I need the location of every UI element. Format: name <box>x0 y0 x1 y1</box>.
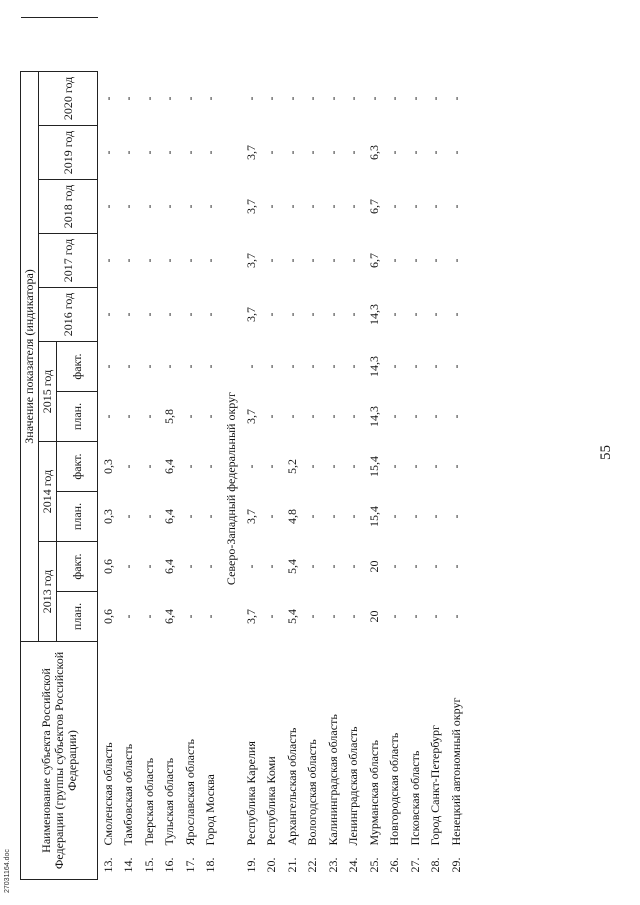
header-2014: 2014 год <box>39 442 57 542</box>
value-cell: - <box>407 414 422 419</box>
value-cell: - <box>407 514 422 519</box>
value-cell: 0,3 <box>100 459 115 474</box>
value-cell: - <box>182 258 197 263</box>
value-cell: - <box>448 204 463 209</box>
value-cell: - <box>203 150 218 155</box>
value-cell: - <box>100 312 115 317</box>
value-cell: - <box>284 204 299 209</box>
value-cell: 0,6 <box>100 609 115 624</box>
value-cell: 3,7 <box>243 253 258 268</box>
value-cell: - <box>264 312 279 317</box>
value-cell: 14,3 <box>366 356 381 377</box>
region-name: Ленинградская область <box>346 726 361 846</box>
value-cell: - <box>387 564 402 569</box>
table-row <box>262 17 283 879</box>
value-cell: - <box>305 204 320 209</box>
value-cell: 14,3 <box>366 304 381 325</box>
value-cell: - <box>264 204 279 209</box>
table-row <box>405 17 426 879</box>
value-cell: - <box>121 364 136 369</box>
value-cell: - <box>428 564 443 569</box>
value-cell: - <box>141 312 156 317</box>
value-cell: - <box>162 96 177 101</box>
value-cell: - <box>387 258 402 263</box>
value-cell: - <box>387 614 402 619</box>
value-cell: - <box>428 364 443 369</box>
value-cell: - <box>264 514 279 519</box>
value-cell: - <box>325 204 340 209</box>
value-cell: - <box>264 364 279 369</box>
region-name: Псковская область <box>407 750 422 846</box>
table-row <box>98 17 119 879</box>
table-row <box>344 17 365 879</box>
header-plan-2013: план. <box>57 592 98 642</box>
header-2015: 2015 год <box>39 342 57 442</box>
value-cell: - <box>305 258 320 263</box>
value-cell: 20 <box>366 610 381 623</box>
value-cell: - <box>264 564 279 569</box>
value-cell: - <box>203 414 218 419</box>
value-cell: 6,7 <box>366 199 381 214</box>
value-cell: - <box>346 96 361 101</box>
value-cell: - <box>428 96 443 101</box>
value-cell: - <box>203 312 218 317</box>
value-cell: - <box>141 150 156 155</box>
value-cell: - <box>182 464 197 469</box>
value-cell: - <box>264 414 279 419</box>
value-cell: - <box>100 96 115 101</box>
value-cell: 5,4 <box>284 609 299 624</box>
value-cell: - <box>264 258 279 263</box>
value-cell: 6,4 <box>162 609 177 624</box>
value-cell: - <box>346 364 361 369</box>
region-name: Тульская область <box>162 757 177 846</box>
value-cell: - <box>346 150 361 155</box>
value-cell: 5,8 <box>162 409 177 424</box>
value-cell: - <box>100 414 115 419</box>
table-row <box>303 17 324 879</box>
value-cell: - <box>325 258 340 263</box>
value-cell: - <box>366 96 381 101</box>
value-cell: - <box>203 464 218 469</box>
empty-cell <box>385 17 406 71</box>
value-cell: - <box>284 258 299 263</box>
empty-cell <box>180 17 201 71</box>
value-cell: - <box>100 204 115 209</box>
empty-cell <box>241 17 262 71</box>
value-cell: 3,7 <box>243 145 258 160</box>
value-cell: 4,8 <box>284 509 299 524</box>
table-row <box>385 17 406 879</box>
empty-cell <box>139 17 160 71</box>
value-cell: - <box>121 464 136 469</box>
region-name: Ярославская область <box>182 738 197 846</box>
empty-cell <box>303 17 324 71</box>
value-cell: - <box>428 150 443 155</box>
value-cell: - <box>448 464 463 469</box>
value-cell: - <box>387 204 402 209</box>
value-cell: - <box>346 464 361 469</box>
value-cell: - <box>203 96 218 101</box>
section-title: Северо-Западный федеральный округ <box>223 391 238 586</box>
value-cell: - <box>121 564 136 569</box>
table-row <box>119 17 140 879</box>
header-2017: 2017 год <box>39 234 98 288</box>
value-cell: - <box>407 312 422 317</box>
table-row <box>201 17 222 879</box>
row-number: 29. <box>448 857 463 873</box>
empty-cell <box>119 17 140 71</box>
row-number: 23. <box>325 857 340 873</box>
region-name: Мурманская область <box>366 740 381 846</box>
value-cell: - <box>346 258 361 263</box>
value-cell: 6,4 <box>162 459 177 474</box>
value-cell: - <box>387 312 402 317</box>
value-cell: - <box>243 464 258 469</box>
header-name-col: Наименование субъекта Российской Федерации (группы субъектов Российской Федерации) <box>21 642 98 880</box>
value-cell: - <box>121 258 136 263</box>
value-cell: - <box>182 514 197 519</box>
value-cell: - <box>325 614 340 619</box>
value-cell: - <box>182 150 197 155</box>
value-cell: - <box>162 258 177 263</box>
header-blank <box>21 17 98 71</box>
value-cell: 3,7 <box>243 199 258 214</box>
value-cell: - <box>100 150 115 155</box>
region-name: Калининградская область <box>325 714 340 846</box>
value-cell: - <box>264 464 279 469</box>
row-number: 13. <box>100 857 115 873</box>
empty-cell <box>364 17 385 71</box>
value-cell: 0,6 <box>100 559 115 574</box>
value-cell: - <box>387 364 402 369</box>
value-cell: - <box>387 414 402 419</box>
value-cell: 6,7 <box>366 253 381 268</box>
empty-cell <box>262 17 283 71</box>
region-name: Город Санкт-Петербург <box>428 725 443 846</box>
value-cell: - <box>325 414 340 419</box>
value-cell: 3,7 <box>243 307 258 322</box>
value-cell: - <box>407 258 422 263</box>
header-plan-2014: план. <box>57 492 98 542</box>
value-cell: - <box>325 514 340 519</box>
value-cell: - <box>346 312 361 317</box>
table-row <box>364 17 385 879</box>
header-2013: 2013 год <box>39 542 57 642</box>
value-cell: - <box>428 614 443 619</box>
table-row <box>139 17 160 879</box>
row-number: 25. <box>366 857 381 873</box>
empty-cell <box>201 17 222 71</box>
region-name: Тверская область <box>141 757 156 846</box>
region-name: Архангельская область <box>284 727 299 846</box>
value-cell: 6,4 <box>162 559 177 574</box>
value-cell: - <box>407 464 422 469</box>
value-cell: - <box>407 614 422 619</box>
row-number: 18. <box>203 857 218 873</box>
table-row <box>426 17 447 879</box>
value-cell: - <box>346 564 361 569</box>
value-cell: - <box>325 312 340 317</box>
value-cell: - <box>284 364 299 369</box>
row-number: 24. <box>346 857 361 873</box>
value-cell: - <box>284 312 299 317</box>
value-cell: 5,2 <box>284 459 299 474</box>
row-number: 14. <box>121 857 136 873</box>
value-cell: - <box>264 96 279 101</box>
region-name: Тамбовская область <box>121 743 136 846</box>
row-number: 27. <box>407 857 422 873</box>
value-cell: - <box>141 614 156 619</box>
header-fact-2015: факт. <box>57 342 98 392</box>
value-cell: 20 <box>366 560 381 573</box>
value-cell: - <box>448 258 463 263</box>
value-cell: - <box>203 364 218 369</box>
header-plan-2015: план. <box>57 392 98 442</box>
value-cell: 14,3 <box>366 406 381 427</box>
value-cell: - <box>305 464 320 469</box>
value-cell: - <box>325 464 340 469</box>
value-cell: - <box>182 96 197 101</box>
value-cell: - <box>121 96 136 101</box>
value-cell: - <box>203 204 218 209</box>
value-cell: - <box>243 564 258 569</box>
value-cell: - <box>264 614 279 619</box>
value-cell: - <box>203 564 218 569</box>
footer-code: 27031164.doc <box>4 849 11 893</box>
value-cell: - <box>387 150 402 155</box>
value-cell: - <box>346 414 361 419</box>
empty-cell <box>446 17 467 71</box>
value-cell: - <box>325 564 340 569</box>
table-row <box>180 17 201 879</box>
value-cell: - <box>121 414 136 419</box>
region-name: Республика Карелия <box>243 741 258 846</box>
value-cell: - <box>325 150 340 155</box>
value-cell: - <box>284 150 299 155</box>
value-cell: - <box>121 312 136 317</box>
value-cell: - <box>448 414 463 419</box>
value-cell: - <box>428 464 443 469</box>
value-cell: - <box>407 96 422 101</box>
value-cell: - <box>428 514 443 519</box>
value-cell: - <box>182 204 197 209</box>
table-row <box>160 17 181 879</box>
value-cell: - <box>448 96 463 101</box>
value-cell: - <box>305 150 320 155</box>
section-row <box>221 17 241 879</box>
region-name: Вологодская область <box>305 739 320 846</box>
value-cell: - <box>141 464 156 469</box>
row-number: 16. <box>162 857 177 873</box>
value-cell: - <box>141 364 156 369</box>
value-cell: - <box>346 614 361 619</box>
value-cell: - <box>448 312 463 317</box>
empty-cell <box>98 17 119 71</box>
value-cell: - <box>448 364 463 369</box>
value-cell: - <box>387 514 402 519</box>
empty-cell <box>160 17 181 71</box>
empty-cell <box>405 17 426 71</box>
indicator-table <box>20 17 467 880</box>
value-cell: - <box>305 96 320 101</box>
value-cell: - <box>182 614 197 619</box>
value-cell: - <box>121 514 136 519</box>
region-name: Новгородская область <box>387 732 402 846</box>
value-cell: - <box>141 514 156 519</box>
value-cell: - <box>284 96 299 101</box>
value-cell: - <box>284 414 299 419</box>
row-number: 22. <box>305 857 320 873</box>
value-cell: - <box>243 96 258 101</box>
row-number: 21. <box>284 857 299 873</box>
value-cell: - <box>448 150 463 155</box>
value-cell: - <box>305 414 320 419</box>
value-cell: - <box>305 614 320 619</box>
header-2018: 2018 год <box>39 180 98 234</box>
value-cell: 3,7 <box>243 609 258 624</box>
table-body <box>98 17 467 879</box>
value-cell: - <box>448 614 463 619</box>
page-number: 55 <box>598 445 614 460</box>
value-cell: - <box>407 204 422 209</box>
value-cell: 0,3 <box>100 509 115 524</box>
value-cell: - <box>141 96 156 101</box>
value-cell: - <box>428 204 443 209</box>
row-number: 28. <box>428 857 443 873</box>
value-cell: - <box>162 312 177 317</box>
value-cell: - <box>203 514 218 519</box>
value-cell: - <box>121 614 136 619</box>
empty-cell <box>282 17 303 71</box>
row-number: 20. <box>264 857 279 873</box>
value-cell: - <box>141 258 156 263</box>
header-fact-2014: факт. <box>57 442 98 492</box>
value-cell: - <box>407 564 422 569</box>
value-cell: - <box>203 258 218 263</box>
value-cell: - <box>243 364 258 369</box>
value-cell: 6,4 <box>162 509 177 524</box>
value-cell: - <box>141 564 156 569</box>
region-name: Смоленская область <box>100 742 115 846</box>
empty-cell <box>323 17 344 71</box>
table-row <box>323 17 344 879</box>
region-name: Город Москва <box>203 774 218 846</box>
value-cell: - <box>428 414 443 419</box>
value-cell: - <box>428 258 443 263</box>
value-cell: - <box>407 364 422 369</box>
value-cell: - <box>121 204 136 209</box>
value-cell: 15,4 <box>366 456 381 477</box>
value-cell: - <box>346 514 361 519</box>
value-cell: 15,4 <box>366 506 381 527</box>
value-cell: - <box>387 96 402 101</box>
value-cell: - <box>162 204 177 209</box>
value-cell: - <box>264 150 279 155</box>
table-row <box>446 17 467 879</box>
value-cell: - <box>182 564 197 569</box>
value-cell: 3,7 <box>243 409 258 424</box>
row-number: 26. <box>387 857 402 873</box>
header-fact-2013: факт. <box>57 542 98 592</box>
empty-cell <box>426 17 447 71</box>
value-cell: - <box>100 258 115 263</box>
value-cell: - <box>448 514 463 519</box>
value-cell: - <box>141 414 156 419</box>
value-cell: - <box>305 564 320 569</box>
value-cell: - <box>346 204 361 209</box>
value-cell: 3,7 <box>243 509 258 524</box>
row-number: 17. <box>182 857 197 873</box>
value-cell: - <box>448 564 463 569</box>
value-cell: 6,3 <box>366 145 381 160</box>
value-cell: - <box>203 614 218 619</box>
header-2016: 2016 год <box>39 288 98 342</box>
header-2019: 2019 год <box>39 126 98 180</box>
value-cell: - <box>121 150 136 155</box>
value-cell: - <box>428 312 443 317</box>
table-row <box>282 17 303 879</box>
value-cell: - <box>141 204 156 209</box>
value-cell: - <box>305 514 320 519</box>
value-cell: - <box>182 312 197 317</box>
header-2020: 2020 год <box>39 71 98 125</box>
region-name: Ненецкий автономный округ <box>448 697 463 846</box>
table-row <box>241 17 262 879</box>
value-cell: 5,4 <box>284 559 299 574</box>
value-cell: - <box>325 96 340 101</box>
value-cell: - <box>305 364 320 369</box>
value-cell: - <box>100 364 115 369</box>
value-cell: - <box>162 364 177 369</box>
value-cell: - <box>407 150 422 155</box>
empty-cell <box>344 17 365 71</box>
header-value-group: Значение показателя (индикатора) <box>21 71 39 641</box>
value-cell: - <box>387 464 402 469</box>
region-name: Республика Коми <box>264 756 279 846</box>
value-cell: - <box>182 414 197 419</box>
value-cell: - <box>305 312 320 317</box>
row-number: 15. <box>141 857 156 873</box>
value-cell: - <box>182 364 197 369</box>
row-number: 19. <box>243 857 258 873</box>
value-cell: - <box>162 150 177 155</box>
value-cell: - <box>325 364 340 369</box>
